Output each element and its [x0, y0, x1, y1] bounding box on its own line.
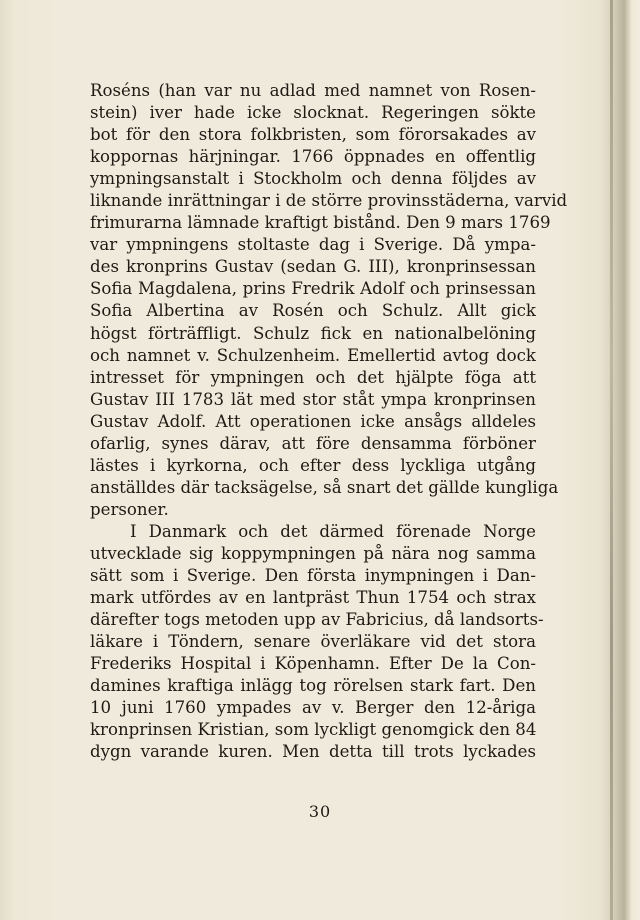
- body-text: [90, 80, 568, 763]
- text-line: Sofia Magdalena, prins Fredrik Adolf och prinsessan: [90, 279, 536, 299]
- text-line: Sofia Albertina av Rosén och Schulz. Allt gick: [90, 301, 536, 321]
- text-line: ofarlig, synes därav, att före densamma förböner: [90, 433, 536, 453]
- text-line: Gustav Adolf. Att operationen icke ansågs alldeles: [90, 411, 536, 431]
- text-line: koppornas härjningar. 1766 öppnades en offentlig: [90, 147, 536, 167]
- text-line: därefter togs metoden upp av Fabricius, då landsorts-: [90, 610, 544, 630]
- text-line: stein) iver hade icke slocknat. Regeringen sökte: [90, 103, 536, 123]
- text-line: utvecklade sig koppympningen på nära nog samma: [90, 543, 536, 563]
- text-line: lästes i kyrkorna, och efter dess lyckliga utgång: [90, 455, 536, 475]
- text-line: bot för den stora folkbristen, som förorsakades av: [90, 125, 536, 145]
- text-line: Roséns (han var nu adlad med namnet von Rosen-: [90, 81, 536, 100]
- text-line: I Danmark och det därmed förenade Norge: [130, 521, 536, 541]
- text-line: mark utfördes av en lantpräst Thun 1754 och strax: [90, 588, 536, 608]
- text-line: högst förträffligt. Schulz fick en nationalbelöning: [90, 323, 536, 343]
- text-line: dygn varande kuren. Men detta till trots lyckades: [90, 742, 536, 762]
- paragraph: [90, 80, 568, 521]
- text-line: var ympningens stoltaste dag i Sverige. Då ympa-: [90, 235, 536, 255]
- text-line: intresset för ympningen och det hjälpte föga att: [90, 367, 536, 387]
- text-line: kronprinsen Kristian, som lyckligt genomgick den 84: [90, 720, 537, 740]
- text-line: Gustav III 1783 lät med stor ståt ympa kronprinsen: [90, 389, 536, 409]
- text-line: ympningsanstalt i Stockholm och denna följdes av: [90, 169, 536, 189]
- text-line: och namnet v. Schulzenheim. Emellertid avtog dock: [90, 345, 536, 365]
- text-line: läkare i Töndern, senare överläkare vid det stora: [90, 632, 536, 652]
- text-line: liknande inrättningar i de större provinsstäderna, varvid: [90, 191, 568, 211]
- text-line: sätt som i Sverige. Den första inympningen i Dan-: [90, 566, 536, 586]
- page-gutter-shadow: [610, 0, 613, 920]
- text-line: Frederiks Hospital i Köpenhamn. Efter De la Con-: [90, 654, 536, 674]
- text-line: frimurarna lämnade kraftigt bistånd. Den 9 mars 1769: [90, 213, 551, 233]
- text-line: des kronprins Gustav (sedan G. III), kronprinsessan: [90, 257, 536, 277]
- text-line: 10 juni 1760 ympades av v. Berger den 12-åriga: [90, 698, 536, 718]
- page-number: 30: [308, 802, 332, 821]
- text-line: anställdes där tacksägelse, så snart det gällde kungliga: [90, 477, 559, 497]
- text-line: damines kraftiga inlägg tog rörelsen stark fart. Den: [90, 676, 536, 696]
- text-line: personer.: [90, 499, 169, 519]
- paragraph: [90, 521, 544, 764]
